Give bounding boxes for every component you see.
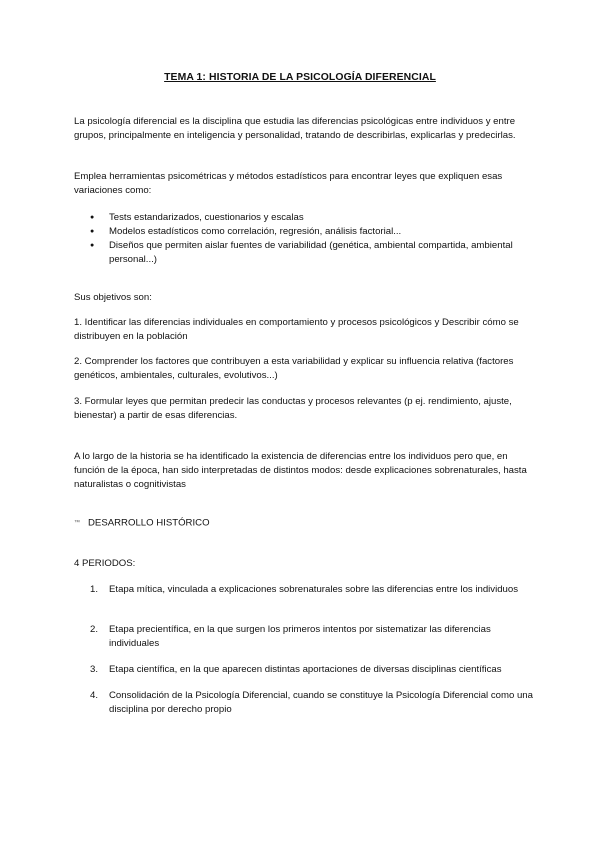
page-title: TEMA 1: HISTORIA DE LA PSICOLOGÍA DIFERENCIAL bbox=[164, 72, 436, 83]
objective-1: 1. Identificar las diferencias individuales en comportamiento y procesos psicológicos y Describir cómo se distribuyen en la población bbox=[74, 317, 519, 342]
list-item: 1. Etapa mítica, vinculada a explicaciones sobrenaturales sobre las diferencias entre los individuos bbox=[90, 584, 519, 595]
periods-intro: 4 PERIODOS: bbox=[74, 558, 136, 569]
list-item: ● Modelos estadísticos como correlación, regresión, análisis factorial... bbox=[90, 225, 530, 239]
list-item: 2. Etapa precientífica, en la que surgen los primeros intentos por sistematizar las diferencias individuales bbox=[90, 624, 491, 649]
intro-paragraph: La psicología diferencial es la disciplina que estudia las diferencias psicológicas entre individuos y entre grupos, principalmente en inteligencia y personalidad, tratando de describirlas, explicarlas y predecirlas. bbox=[74, 116, 516, 141]
section-heading bbox=[74, 516, 530, 531]
list-item: 4. Consolidación de la Psicología Diferencial, cuando se constituye la Psicología Diferencial como una disciplina por derecho propio bbox=[90, 690, 533, 715]
objective-3: 3. Formular leyes que permitan predecir las conductas y procesos relevantes (p ej. rendimiento, ajuste, bienestar) a partir de esas diferencias. bbox=[74, 396, 512, 421]
section-title: DESARROLLO HISTÓRICO bbox=[88, 517, 210, 529]
objective-2: 2. Comprender los factores que contribuyen a esta variabilidad y explicar su influencia relativa (factores genéticos, ambientales, culturales, evolutivos...) bbox=[74, 356, 514, 381]
objectives-intro: Sus objetivos son: bbox=[74, 292, 152, 303]
list-item: ● Diseños que permiten aislar fuentes de variabilidad (genética, ambiental compartida, ambiental personal...) bbox=[90, 239, 530, 267]
tools-intro-paragraph: Emplea herramientas psicométricas y métodos estadísticos para encontrar leyes que expliquen esas variaciones como: bbox=[74, 171, 503, 196]
list-item: ● Tests estandarizados, cuestionarios y escalas bbox=[90, 211, 530, 225]
list-item: 3. Etapa científica, en la que aparecen distintas aportaciones de diversas disciplinas científicas bbox=[90, 664, 502, 675]
history-paragraph: A lo largo de la historia se ha identificado la existencia de diferencias entre los individuos pero que, en función de la época, han sido interpretadas de distintos modos: desde explicaciones sobrenaturales, hasta naturalistas o cognitivistas bbox=[74, 451, 527, 490]
tools-list bbox=[90, 211, 530, 267]
section-mark-icon: ™ bbox=[74, 520, 80, 526]
